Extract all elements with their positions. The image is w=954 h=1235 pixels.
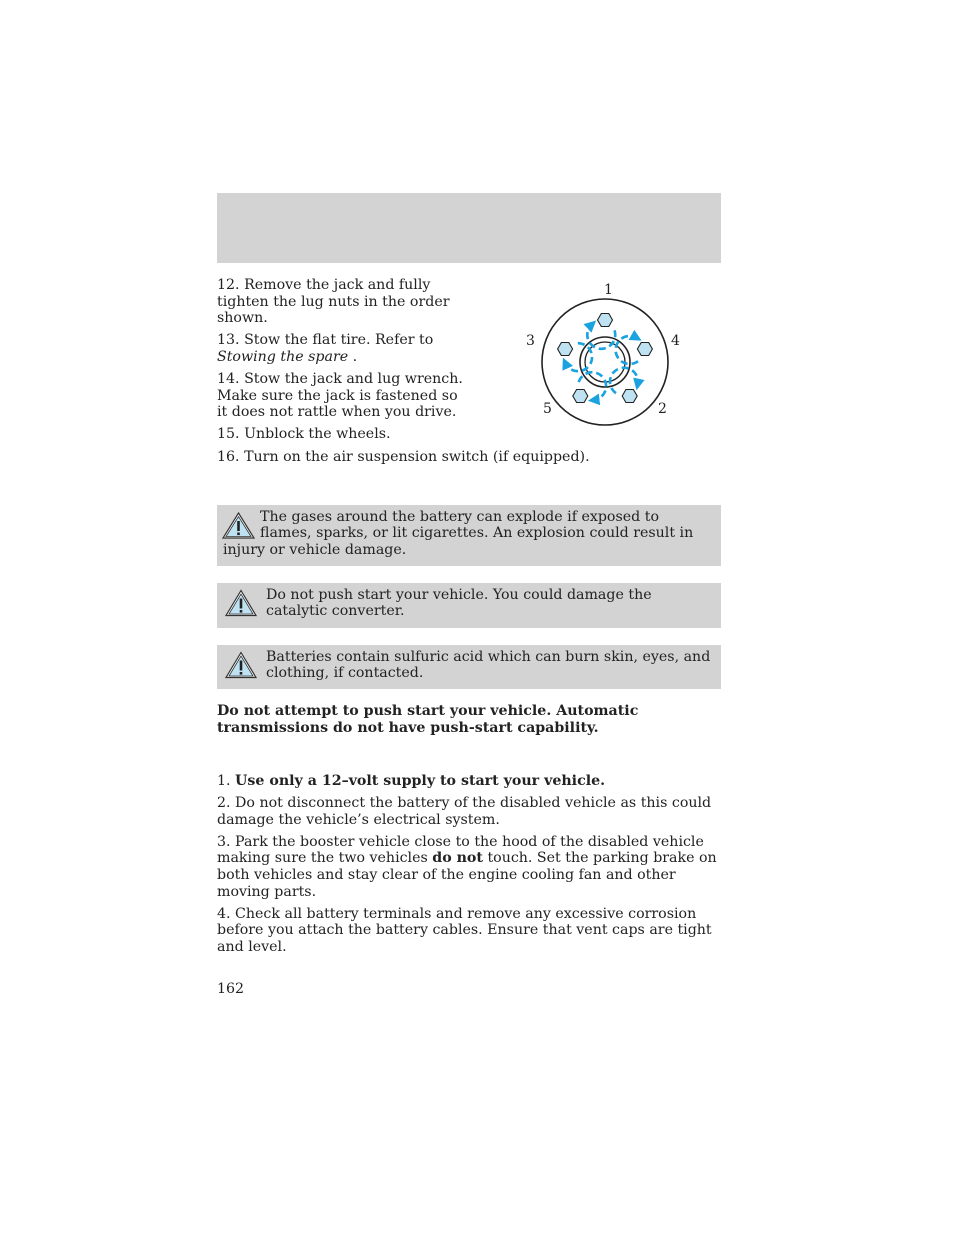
step-13 <box>217 332 467 365</box>
warning-1-text: The gases around the battery can explode if exposed to flames, sparks, or lit cigarettes. An explosion could result in injury or vehicle damage. <box>223 508 694 558</box>
jump-step-1 <box>217 773 721 790</box>
lug-label-5: 5 <box>543 401 552 417</box>
jump-step-1-prefix: 1. <box>217 773 236 789</box>
jump-step-2: 2. Do not disconnect the battery of the disabled vehicle as this could damage the vehicle’s electrical system. <box>217 795 712 828</box>
warning-triangle-icon <box>217 509 260 542</box>
lug-nut-4 <box>637 343 652 356</box>
step-12-text: 12. Remove the jack and fully tighten the lug nuts in the order shown. <box>217 277 450 327</box>
jump-step-1-bold: Use only a 12–volt supply to start your vehicle. <box>235 773 606 789</box>
step-12 <box>217 277 467 327</box>
jump-step-3 <box>217 834 721 900</box>
battery-explosion-warning-text <box>217 505 721 558</box>
page-number: 162 <box>217 981 245 997</box>
jump-start-steps <box>217 773 721 961</box>
step-16: 16. Turn on the air suspension switch (if equipped). <box>217 449 590 465</box>
warning-triangle-icon <box>225 589 257 617</box>
tire-change-steps <box>217 277 467 448</box>
section-header-band <box>217 193 721 263</box>
sulfuric-acid-warning <box>217 645 721 689</box>
lug-label-4: 4 <box>671 333 680 349</box>
step-13-tail: . <box>348 348 358 365</box>
lug-label-1: 1 <box>604 282 613 298</box>
warning-triangle-icon <box>225 651 257 679</box>
jump-step-3-a: 3. Park the booster vehicle close to the hood of the disabled vehicle making sure the two vehicles <box>217 833 704 867</box>
step-13-text: 13. Stow the flat tire. Refer to <box>217 332 434 349</box>
lug-label-2: 2 <box>658 401 667 417</box>
stowing-spare-reference: Stowing the spare <box>217 348 349 365</box>
lug-nut-2 <box>622 390 637 403</box>
lug-nut-1 <box>598 314 613 327</box>
warning-3-text: Batteries contain sulfuric acid which can burn skin, eyes, and clothing, if contacted. <box>266 648 711 682</box>
step-15 <box>217 426 467 443</box>
lug-nut-3 <box>558 343 573 356</box>
step-14-text: 14. Stow the jack and lug wrench. Make sure the jack is fastened so it does not rattle when you drive. <box>217 370 463 421</box>
step-15-text: 15. Unblock the wheels. <box>217 426 391 443</box>
jump-step-3-bold: do not <box>432 850 483 867</box>
push-start-note: Do not attempt to push start your vehicle. Automatic transmissions do not have push-start capability. <box>217 703 639 736</box>
battery-explosion-warning <box>217 505 721 566</box>
jump-step-4: 4. Check all battery terminals and remove any excessive corrosion before you attach the battery cables. Ensure that vent caps are tight and level. <box>217 905 712 955</box>
lug-label-3: 3 <box>526 333 535 349</box>
step-14 <box>217 371 467 421</box>
push-start-warning <box>217 583 721 628</box>
lug-nut-5 <box>573 390 588 403</box>
jump-step-3-b: touch. Set the parking brake on both vehicles and stay clear of the engine cooling fan and other moving parts. <box>217 850 717 900</box>
warning-2-text: Do not push start your vehicle. You could damage the catalytic converter. <box>266 586 652 620</box>
lug-nut-tightening-diagram <box>520 278 690 430</box>
